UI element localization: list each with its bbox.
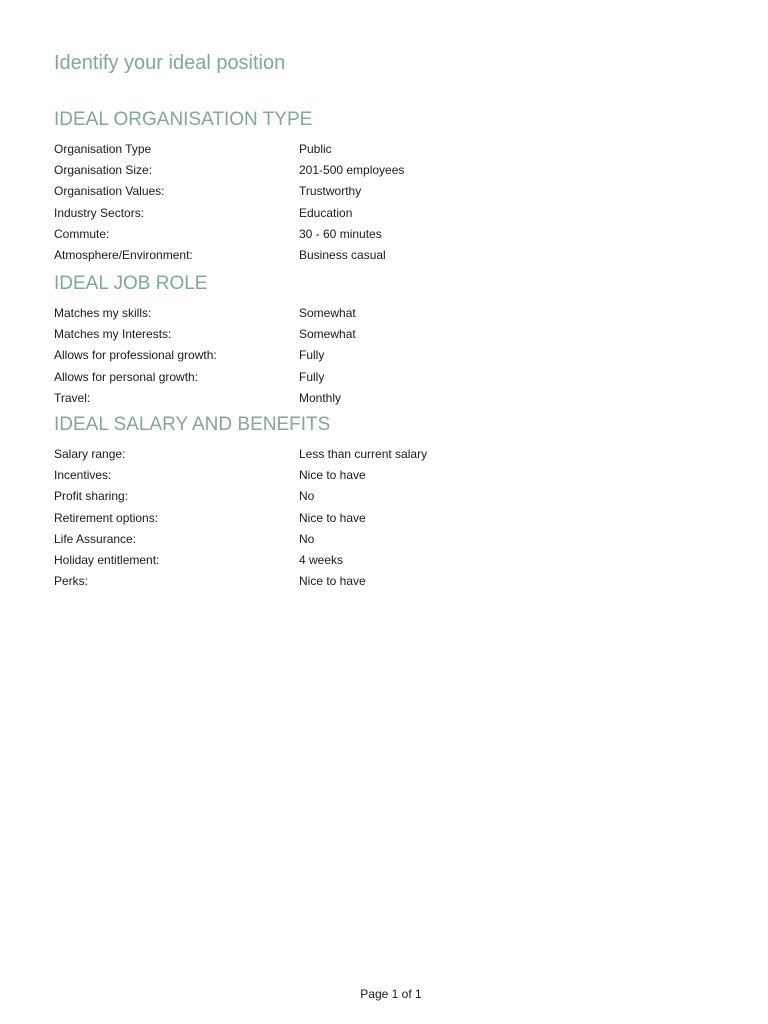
field-label: Organisation Values:	[54, 184, 165, 199]
field-row	[54, 486, 714, 507]
field-label: Profit sharing:	[54, 489, 129, 504]
field-value: No	[299, 489, 315, 504]
field-label: Allows for professional growth:	[54, 348, 217, 363]
field-value: Nice to have	[299, 467, 366, 482]
field-label: Matches my Interests:	[54, 326, 172, 341]
field-value: Trustworthy	[299, 184, 362, 199]
field-value: 30 - 60 minutes	[299, 226, 382, 241]
field-label: Allows for personal growth:	[54, 369, 199, 384]
field-row	[54, 464, 714, 485]
field-label: Perks:	[54, 574, 89, 589]
field-value: Fully	[299, 369, 325, 384]
field-row	[54, 202, 714, 223]
field-row	[54, 302, 714, 323]
field-row	[54, 366, 714, 387]
field-value: Nice to have	[299, 510, 366, 525]
field-label: Life Assurance:	[54, 531, 137, 546]
field-label: Salary range:	[54, 446, 126, 461]
field-value: Public	[299, 141, 332, 156]
field-label: Organisation Type	[54, 141, 152, 156]
section-ideal-organisation-type	[54, 108, 714, 266]
section-ideal-job-role	[54, 272, 714, 408]
field-label: Retirement options:	[54, 510, 159, 525]
field-value: Less than current salary	[299, 446, 428, 461]
field-row	[54, 223, 714, 244]
field-value: 201-500 employees	[299, 162, 405, 177]
field-value: Fully	[299, 348, 325, 363]
page-number-footer: Page 1 of 1	[360, 987, 422, 1001]
field-row	[54, 443, 714, 464]
section-ideal-salary-and-benefits	[54, 413, 714, 592]
field-row	[54, 138, 714, 159]
section-heading: IDEAL ORGANISATION TYPE	[54, 109, 313, 130]
field-row	[54, 345, 714, 366]
field-value: Business casual	[299, 248, 386, 263]
field-label: Holiday entitlement:	[54, 553, 160, 568]
field-value: 4 weeks	[299, 553, 344, 568]
section-heading: IDEAL JOB ROLE	[54, 273, 208, 294]
field-row	[54, 181, 714, 202]
field-label: Atmosphere/Environment:	[54, 248, 193, 263]
field-label: Incentives:	[54, 467, 112, 482]
field-label: Organisation Size:	[54, 162, 153, 177]
field-row	[54, 244, 714, 265]
field-value: No	[299, 531, 315, 546]
field-row	[54, 571, 714, 592]
field-row	[54, 323, 714, 344]
field-value: Education	[299, 205, 353, 220]
field-value: Somewhat	[299, 305, 356, 320]
field-label: Matches my skills:	[54, 305, 152, 320]
field-row	[54, 549, 714, 570]
field-label: Commute:	[54, 226, 110, 241]
field-value: Monthly	[299, 390, 342, 405]
field-label: Industry Sectors:	[54, 205, 145, 220]
field-row	[54, 528, 714, 549]
field-row	[54, 387, 714, 408]
field-row	[54, 507, 714, 528]
section-heading: IDEAL SALARY AND BENEFITS	[54, 414, 331, 435]
field-value: Somewhat	[299, 326, 356, 341]
page-title: Identify your ideal position	[54, 52, 286, 74]
field-value: Nice to have	[299, 574, 366, 589]
field-row	[54, 159, 714, 180]
field-label: Travel:	[54, 390, 91, 405]
